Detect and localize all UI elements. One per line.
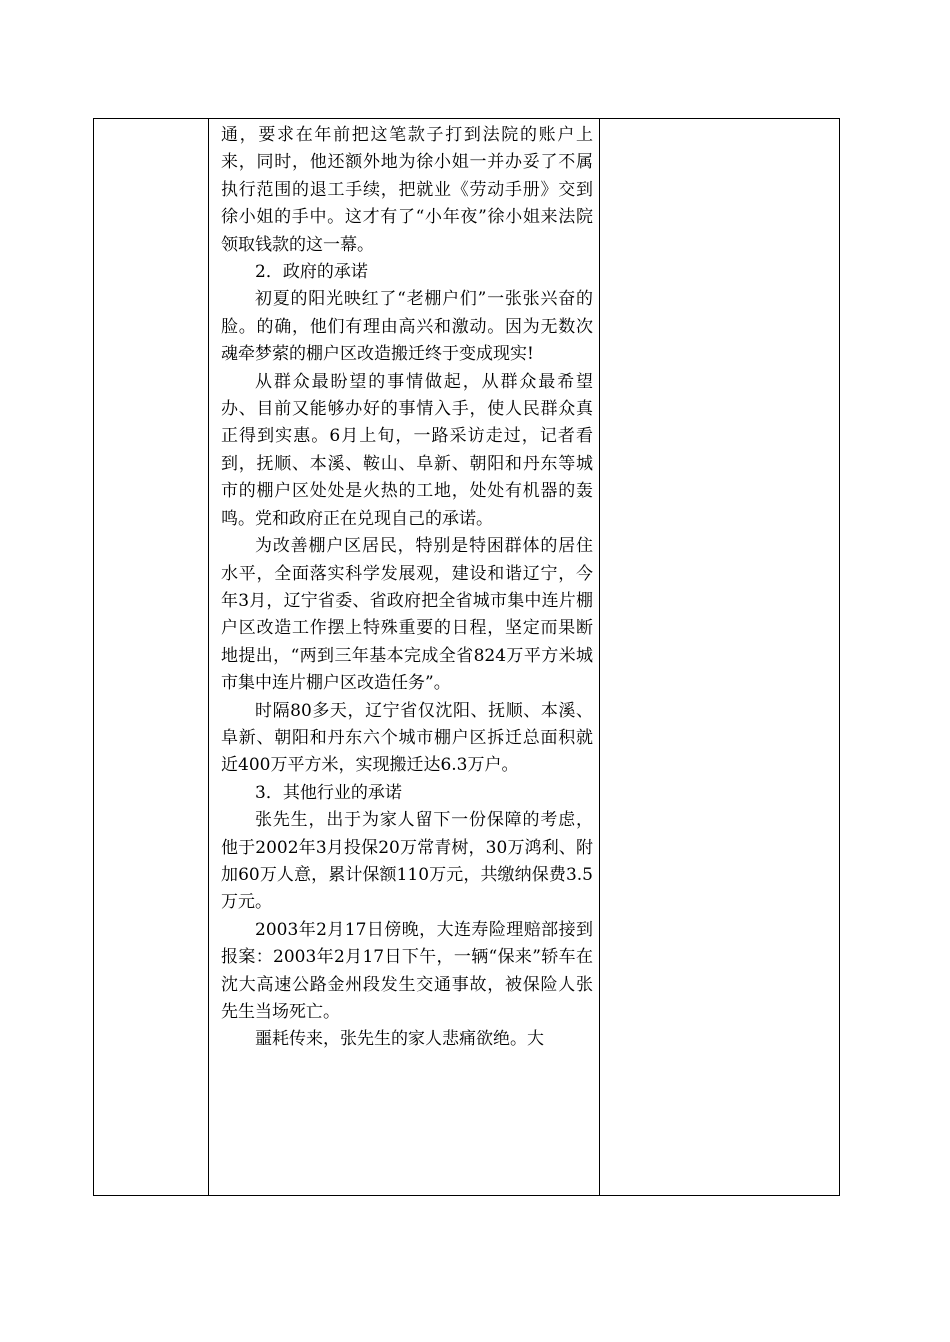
paragraph: 从群众最盼望的事情做起，从群众最希望办、目前又能够办好的事情入手，使人民群众真正得到实惠。6月上旬，一路采访走过，记者看到，抚顺、本溪、鞍山、阜新、朝阳和丹东等城市的棚户区处处是火热的工地，处处有机器的轰鸣。党和政府正在兑现自己的承诺。 (221, 371, 593, 529)
paragraph: 初夏的阳光映红了“老棚户们”一张张兴奋的脸。的确，他们有理由高兴和激动。因为无数次魂牵梦萦的棚户区改造搬迁终于变成现实! (221, 289, 593, 365)
paragraph: 2003年2月17日傍晚，大连寿险理赔部接到报案：2003年2月17日下午，一辆“保来”轿车在沈大高速公路金州段发生交通事故，被保险人张先生当场死亡。 (221, 919, 593, 1022)
section-heading: 2．政府的承诺 (255, 262, 368, 283)
document-table (93, 118, 840, 1196)
paragraph: 噩耗传来，张先生的家人悲痛欲绝。大 (255, 1029, 544, 1050)
paragraph: 时隔80多天，辽宁省仅沈阳、抚顺、本溪、阜新、朝阳和丹东六个城市棚户区拆迁总面积就近400万平方米，实现搬迁达6.3万户。 (221, 700, 593, 776)
paragraph: 通，要求在年前把这笔款子打到法院的账户上来，同时，他还额外地为徐小姐一并办妥了不属执行范围的退工手续，把就业《劳动手册》交到徐小姐的手中。这才有了“小年夜”徐小姐来法院领取钱款的这一幕。 (221, 125, 593, 255)
table-left-cell (94, 119, 209, 1195)
table-content-cell (209, 119, 600, 1195)
paragraph: 为改善棚户区居民，特别是特困群体的居住水平，全面落实科学发展观，建设和谐辽宁，今年3月，辽宁省委、省政府把全省城市集中连片棚户区改造工作摆上特殊重要的日程，坚定而果断地提出，“两到三年基本完成全省824万平方米城市集中连片棚户区改造任务”。 (221, 536, 593, 694)
table-right-cell (600, 119, 839, 1195)
paragraph: 张先生，出于为家人留下一份保障的考虑，他于2002年3月投保20万常青树，30万鸿利、附加60万人意，累计保额110万元，共缴纳保费3.5万元。 (221, 810, 593, 913)
section-heading: 3．其他行业的承诺 (255, 782, 402, 803)
